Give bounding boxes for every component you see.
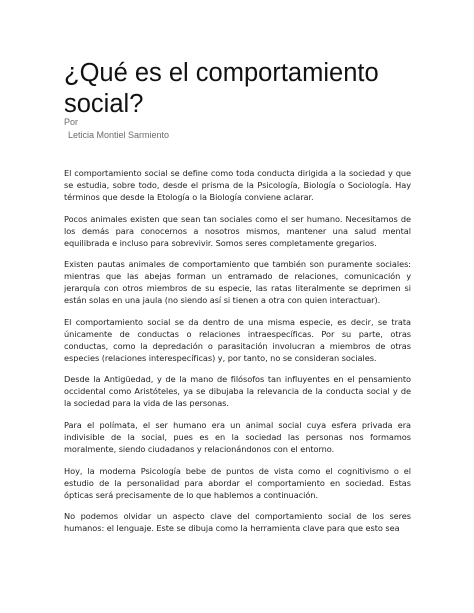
paragraph: Desde la Antigüedad, y de la mano de filósofos tan influyentes en el pensamiento occidental como Aristóteles, ya se dibujaba la relevancia de la conducta social y de la sociedad para la vida de las personas. <box>64 374 411 409</box>
paragraph: Hoy, la moderna Psicología bebe de puntos de vista como el cognitivismo o el estudio de la personalidad para abordar el comportamiento en sociedad. Estas ópticas será precisamente de lo que hablemos a continuación. <box>64 465 411 500</box>
paragraph: Para el polímata, el ser humano era un animal social cuya esfera privada era indivisible de la social, pues es en la sociedad las personas nos formamos moralmente, siendo ciudadanos y relacionándonos con el entorno. <box>64 419 411 454</box>
paragraph: Pocos animales existen que sean tan sociales como el ser humano. Necesitamos de los demás para conocernos a nosotros mismos, mantener una salud mental equilibrada e incluso para sobrevivir. Somos seres completamente gregarios. <box>64 213 411 248</box>
byline <box>64 116 169 142</box>
paragraph: El comportamiento social se da dentro de una misma especie, es decir, se trata únicamente de conductas o relaciones intraespecíficas. Por su parte, otras conductas, como la depredación o parasitación involucran a miembros de otras especies (relaciones interespecíficas) y, por tanto, no se consideran sociales. <box>64 316 411 363</box>
paragraph: Existen pautas animales de comportamiento que también son puramente sociales: mientras que las abejas forman un entramado de relaciones, comunicación y jerarquía con otros miembros de su especie, las ratas literalmente se deprimen si están solas en una jaula (no siendo así si tienen a otra con quien interactuar). <box>64 259 411 306</box>
page-title: ¿Qué es el comportamiento social? <box>64 59 379 118</box>
paragraph: El comportamiento social se define como toda conducta dirigida a la sociedad y que se estudia, sobre todo, desde el prisma de la Psicología, Biología o Sociología. Hay términos que desde la Etología o la Biología conviene aclarar. <box>64 168 411 202</box>
author-name: Leticia Montiel Sarmiento <box>68 130 170 140</box>
paragraph: No podemos olvidar un aspecto clave del comportamiento social de los seres humanos: el lenguaje. Este se dibuja como la herramienta clave para que esto sea <box>64 511 411 534</box>
byline-prefix: Por <box>64 117 79 127</box>
article-body <box>64 167 411 544</box>
